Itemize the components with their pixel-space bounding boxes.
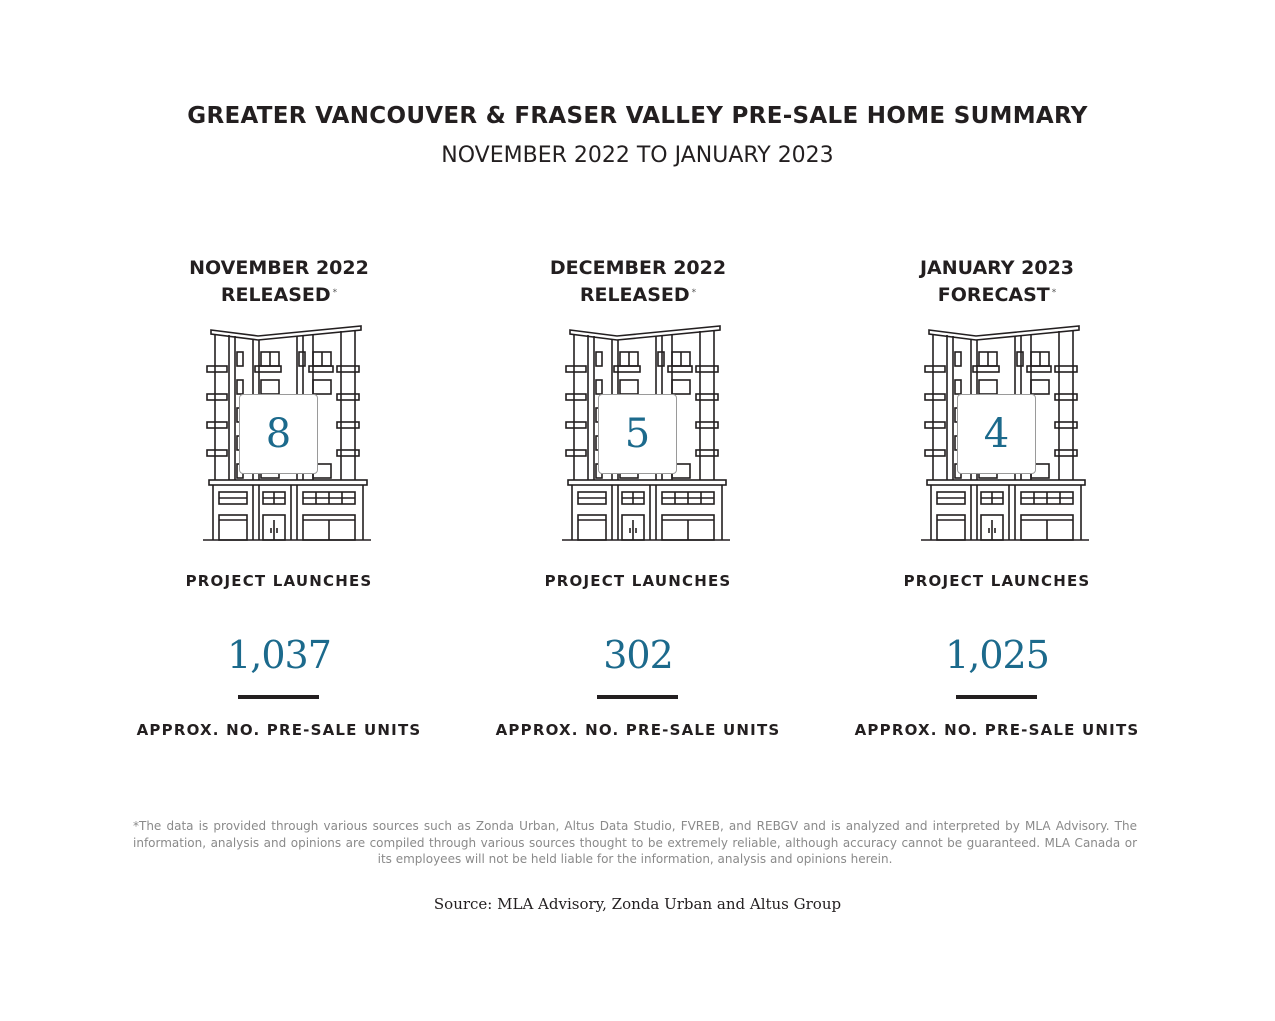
summary-column-january xyxy=(817,0,1177,760)
project-launches-count: 8 xyxy=(239,394,318,474)
column-month: JANUARY 2023 xyxy=(919,257,1075,279)
presale-units-value: 1,025 xyxy=(945,633,1049,677)
presale-units-value: 1,037 xyxy=(227,633,331,677)
presale-units-label: APPROX. NO. PRE-SALE UNITS xyxy=(136,721,422,739)
asterisk-mark: * xyxy=(1051,288,1057,298)
disclaimer-text: *The data is provided through various sources such as Zonda Urban, Altus Data Studio, FVREB, and REBGV and is analyzed and interpreted by MLA Advisory. The information, analysis and opinions are compiled through various sources thought to be extremely reliable, although accuracy cannot be guaranteed. MLA Canada or its employees will not be held liable for the information, analysis and opinions herein. xyxy=(133,819,1137,866)
project-launches-label: PROJECT LAUNCHES xyxy=(903,572,1091,590)
column-heading xyxy=(99,255,459,309)
presale-units-value: 302 xyxy=(603,633,673,677)
project-launches-count: 5 xyxy=(598,394,677,474)
column-month: NOVEMBER 2022 xyxy=(189,257,369,279)
units-divider xyxy=(597,695,678,699)
summary-column-december xyxy=(458,0,818,760)
column-heading xyxy=(458,255,818,309)
project-launches-label: PROJECT LAUNCHES xyxy=(544,572,732,590)
column-status: RELEASED xyxy=(220,284,331,306)
units-divider xyxy=(956,695,1037,699)
summary-column-november xyxy=(99,0,459,760)
units-divider xyxy=(238,695,319,699)
project-launches-label: PROJECT LAUNCHES xyxy=(185,572,373,590)
column-status: RELEASED xyxy=(579,284,690,306)
column-heading xyxy=(817,255,1177,309)
page-title: GREATER VANCOUVER & FRASER VALLEY PRE-SALE HOME SUMMARY xyxy=(187,103,1088,129)
asterisk-mark: * xyxy=(691,288,697,298)
presale-units-label: APPROX. NO. PRE-SALE UNITS xyxy=(495,721,781,739)
source-credit: Source: MLA Advisory, Zonda Urban and Altus Group xyxy=(433,895,842,913)
asterisk-mark: * xyxy=(332,288,338,298)
project-launches-count: 4 xyxy=(957,394,1036,474)
presale-units-label: APPROX. NO. PRE-SALE UNITS xyxy=(854,721,1140,739)
column-month: DECEMBER 2022 xyxy=(549,257,727,279)
column-status: FORECAST xyxy=(937,284,1050,306)
page-subtitle: NOVEMBER 2022 TO JANUARY 2023 xyxy=(441,143,834,168)
